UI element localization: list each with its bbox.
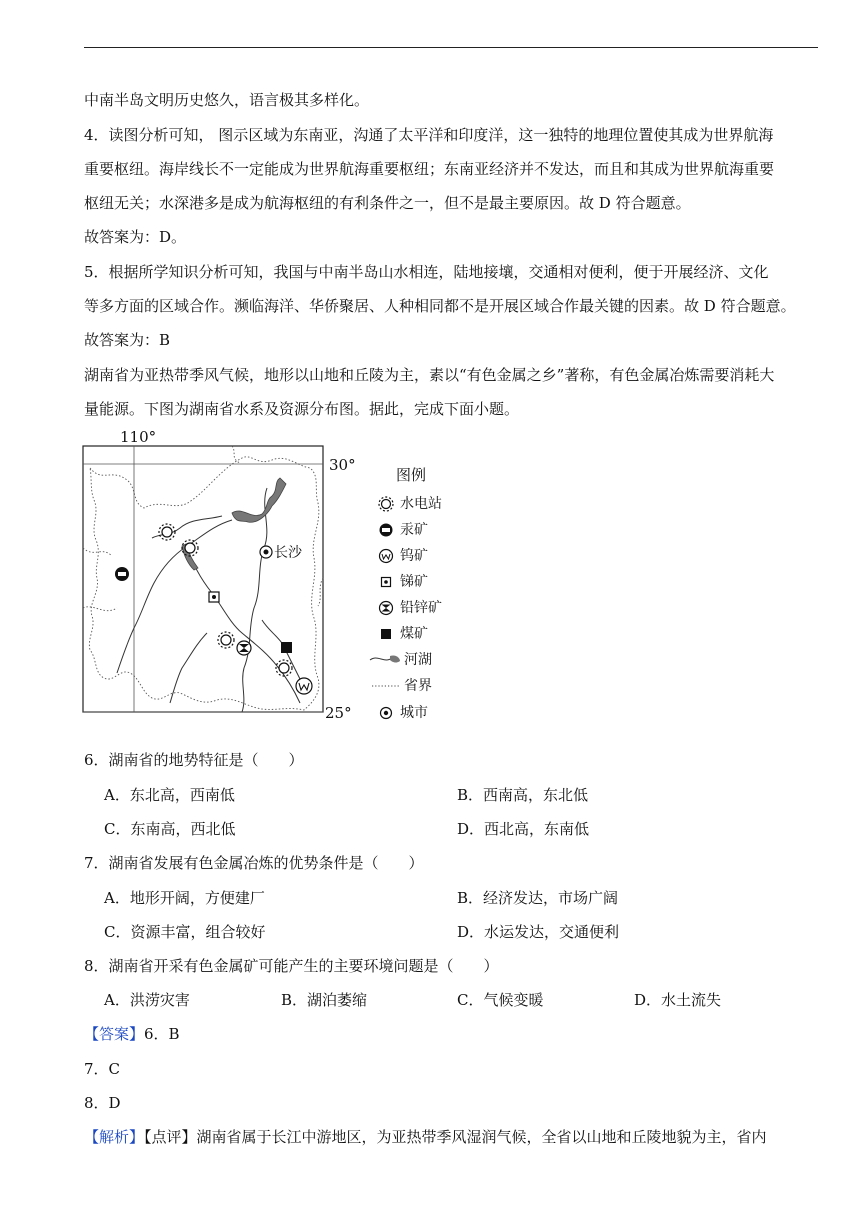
- legend-label: 煤矿: [400, 626, 428, 642]
- province-border: [83, 446, 323, 611]
- tungsten-mine-icon: [380, 550, 393, 563]
- question-option: C．东南高，西北低: [104, 820, 236, 838]
- answer-line: 7．C: [84, 1060, 121, 1078]
- paragraph-line: 量能源。下图为湖南省水系及资源分布图。据此，完成下面小题。: [84, 400, 520, 418]
- question-option: B．湖泊萎缩: [281, 991, 368, 1009]
- answer-tag: 【答案】: [84, 1025, 145, 1043]
- antimony-mine-icon: [382, 578, 391, 587]
- hydropower-icon: [218, 632, 234, 648]
- river: [170, 633, 207, 703]
- city-icon: [260, 546, 272, 558]
- paragraph-line: 5．根据所学知识分析可知，我国与中南半岛山水相连，陆地接壤，交通相对便利，便于开展经济、文化: [84, 263, 769, 281]
- question-stem: 7．湖南省发展有色金属冶炼的优势条件是（ ）: [84, 854, 424, 872]
- question-option: C．气候变暖: [457, 991, 544, 1009]
- question-option: A．洪涝灾害: [104, 991, 190, 1009]
- legend-label: 锑矿: [400, 574, 428, 590]
- lead-zinc-mine-icon: [380, 602, 393, 615]
- question-stem: 8．湖南省开采有色金属矿可能产生的主要环境问题是（ ）: [84, 957, 499, 975]
- mercury-mine-icon: [380, 524, 393, 537]
- paragraph-line: 故答案为：D。: [84, 228, 187, 246]
- analysis-text: 【点评】湖南省属于长江中游地区，为亚热带季风湿润气候，全省以山地和丘陵地貌为主，省内: [144, 1128, 767, 1146]
- header-rule: [84, 47, 818, 48]
- city-label-changsha: 长沙: [274, 545, 302, 561]
- legend-label: 水电站: [400, 496, 442, 512]
- lake: [232, 478, 286, 522]
- question-option: D．水土流失: [634, 991, 722, 1009]
- hydropower-icon: [379, 497, 393, 511]
- question-option: C．资源丰富，组合较好: [104, 923, 266, 941]
- longitude-label: 110°: [120, 428, 157, 446]
- question-option: D．水运发达，交通便利: [457, 923, 620, 941]
- question-option: B．经济发达，市场广阔: [457, 889, 619, 907]
- question-option: D．西北高，东南低: [457, 820, 590, 838]
- river: [187, 546, 300, 703]
- legend-title: 图例: [396, 466, 427, 484]
- question-option: A．地形开阔，方便建厂: [104, 889, 265, 907]
- legend-label: 钨矿: [400, 548, 428, 564]
- latitude-bottom-label: 25°: [325, 704, 352, 722]
- city-icon: [381, 708, 392, 719]
- river-lake-icon: [370, 655, 400, 662]
- legend-label: 铅锌矿: [400, 600, 442, 616]
- legend-label: 城市: [400, 705, 428, 721]
- coal-mine-icon: [381, 629, 391, 639]
- answer-value: 6．B: [144, 1025, 180, 1043]
- question-option: B．西南高，东北低: [457, 786, 589, 804]
- question-stem: 6．湖南省的地势特征是（ ）: [84, 751, 304, 769]
- paragraph-line: 中南半岛文明历史悠久，语言极其多样化。: [84, 91, 370, 109]
- paragraph-line: 湖南省为亚热带季风气候，地形以山地和丘陵为主，素以“有色金属之乡”著称，有色金属冶炼需要消耗大: [84, 366, 775, 384]
- latitude-top-label: 30°: [329, 456, 356, 474]
- hunan-map-figure: [82, 428, 462, 738]
- legend-label: 省界: [404, 678, 432, 694]
- paragraph-line: 故答案为：B: [84, 331, 171, 349]
- paragraph-line: 等多方面的区域合作。濒临海洋、华侨聚居、人种相同都不是开展区域合作最关键的因素。故 D 符合题意。: [84, 297, 796, 315]
- answer-line: [84, 1024, 180, 1044]
- analysis-tag: 【解析】: [84, 1128, 145, 1146]
- mercury-mine-icon: [115, 567, 129, 581]
- question-option: A．东北高，西南低: [104, 786, 235, 804]
- coal-mine-icon: [281, 642, 292, 653]
- legend-label: 河湖: [404, 652, 432, 668]
- tungsten-mine-icon: [296, 678, 312, 694]
- legend-label: 汞矿: [400, 522, 428, 538]
- paragraph-line: 重要枢纽。海岸线长不一定能成为世界航海重要枢纽；东南亚经济并不发达，而且和其成为世界航海重要: [84, 160, 775, 178]
- paragraph-line: 4．读图分析可知， 图示区域为东南亚，沟通了太平洋和印度洋，这一独特的地理位置使其成为世界航海: [84, 126, 774, 144]
- analysis-line: [84, 1127, 767, 1147]
- answer-line: 8．D: [84, 1094, 121, 1112]
- antimony-mine-icon: [209, 592, 219, 602]
- lead-zinc-mine-icon: [237, 641, 251, 655]
- paragraph-line: 枢纽无关；水深港多是成为航海枢纽的有利条件之一，但不是最主要原因。故 D 符合题意。: [84, 194, 691, 212]
